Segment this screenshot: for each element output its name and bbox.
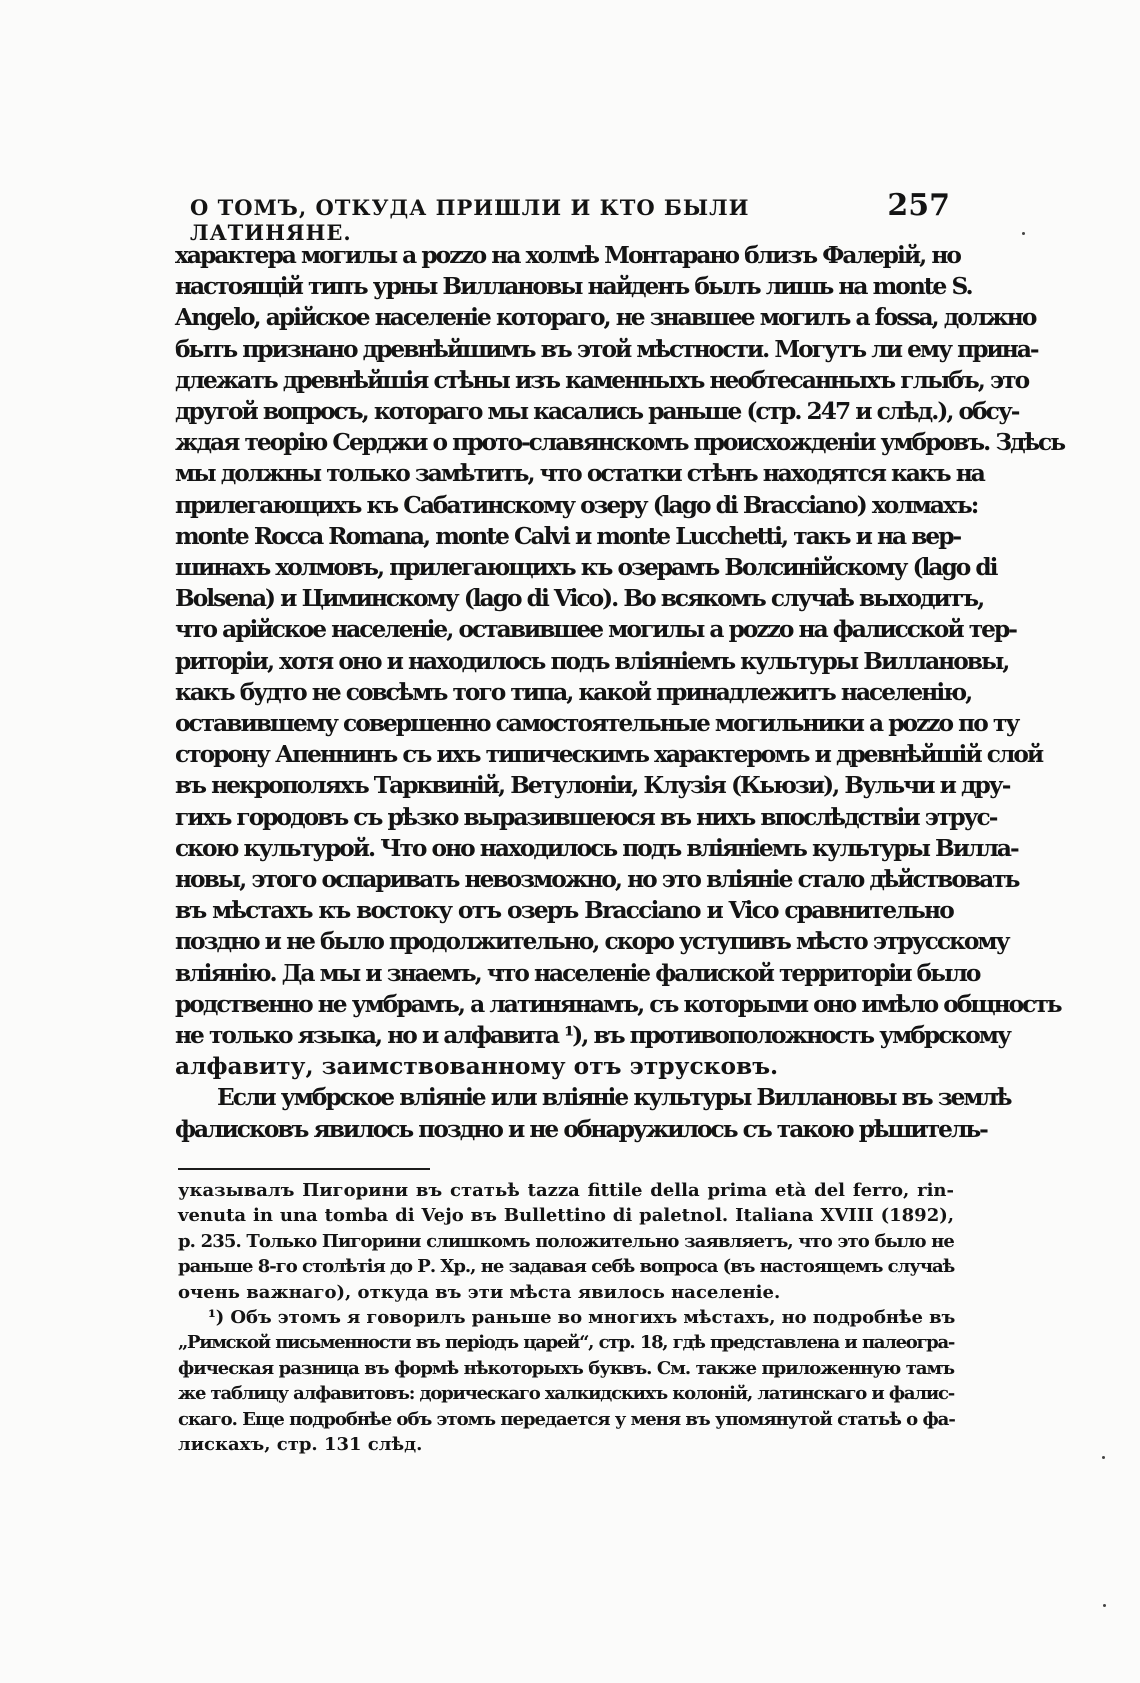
- text-line: ждая теорію Серджи о прото-славянскомъ происхожденіи умбровъ. Здѣсь: [175, 429, 1065, 457]
- text-line: въ мѣстахъ къ востоку отъ озеръ Bracciano и Vico сравнительно: [175, 897, 953, 925]
- text-line: monte Rocca Romana, monte Calvi и monte Lucchetti, такъ и на вер-: [175, 522, 961, 550]
- text-line: родственно не умбрамъ, а латинянамъ, съ которыми оно имѣло общность: [175, 990, 1061, 1018]
- footnote-line: лискахъ, стр. 131 слѣд.: [178, 1434, 423, 1456]
- text-line: Если умбрское вліяніе или вліяніе культуры Виллановы въ землѣ: [217, 1084, 1011, 1112]
- footnote-line: ¹) Объ этомъ я говорилъ раньше во многихъ мѣстахъ, но подробнѣе въ: [208, 1307, 956, 1329]
- text-line: скою культурой. Что оно находилось подъ вліяніемъ культуры Вилла-: [175, 834, 1018, 862]
- text-line: алфавиту, заимствованному отъ этрусковъ.: [175, 1053, 779, 1081]
- footnote-line: очень важнаго), откуда въ эти мѣста явилось населеніе.: [178, 1281, 781, 1303]
- text-line: Bolsena) и Циминскому (lago di Vico). Во всякомъ случаѣ выходитъ,: [175, 585, 984, 613]
- running-title: О ТОМЪ, ОТКУДА ПРИШЛИ И КТО БЫЛИ ЛАТИНЯНЕ.: [190, 195, 750, 245]
- footnote-line: скаго. Еще подробнѣе объ этомъ передается у меня въ упомянутой статьѣ о фа-: [178, 1408, 955, 1430]
- text-line: сторону Апеннинъ съ ихъ типическимъ характеромъ и древнѣйшій слой: [175, 741, 1043, 769]
- text-line: не только языка, но и алфавита ¹), въ противоположность умбрскому: [175, 1022, 1010, 1050]
- text-line: мы должны только замѣтить, что остатки стѣнъ находятся какъ на: [175, 460, 984, 488]
- text-line: прилегающихъ къ Сабатинскому озеру (lago di Bracciano) холмахъ:: [175, 491, 978, 519]
- text-line: вліянію. Да мы и знаемъ, что населеніе фалиской территоріи было: [175, 959, 980, 987]
- scan-speck: [1022, 232, 1025, 235]
- text-line: фалисковъ явилось поздно и не обнаружилось съ такою рѣшитель-: [175, 1115, 987, 1143]
- text-line: быть признано древнѣйшимъ въ этой мѣстности. Могутъ ли ему прина-: [175, 335, 1038, 363]
- footnote-line: указывалъ Пигорини въ статьѣ tazza fittile della prima età del ferro, rin-: [178, 1180, 954, 1201]
- text-line: Angelo, арійское населеніе котораго, не знавшее могилъ a fossa, должно: [175, 304, 1036, 332]
- scan-speck: [1103, 1604, 1106, 1607]
- page-header: [190, 188, 950, 245]
- footnote-line: фическая разница въ формѣ нѣкоторыхъ буквъ. См. также приложенную тамъ: [178, 1357, 954, 1379]
- scan-speck: [1102, 1456, 1105, 1459]
- footnote-line: venuta in una tomba di Vejo въ Bullettino di paletnol. Italiana XVIII (1892),: [178, 1205, 954, 1227]
- footnote-line: p. 235. Только Пигорини слишкомъ положительно заявляетъ, что это было не: [178, 1230, 954, 1252]
- page-number: 257: [887, 188, 950, 223]
- footnote-line: „Римской письменности въ періодъ царей“, стр. 18, гдѣ представлена и палеогра-: [178, 1332, 954, 1354]
- text-line: настоящій типъ урны Виллановы найденъ былъ лишь на monte S.: [175, 273, 972, 301]
- text-line: что арійское населеніе, оставившее могилы a pozzo на фалисской тер-: [175, 616, 1016, 644]
- text-line: въ некрополяхъ Тарквиній, Ветулоніи, Клузія (Кьюзи), Вульчи и дру-: [175, 772, 1010, 800]
- text-line: длежать древнѣйшія стѣны изъ каменныхъ необтесанныхъ глыбъ, это: [175, 366, 1029, 394]
- footnote-line: же таблицу алфавитовъ: дорическаго халкидскихъ колоній, латинскаго и фалис-: [178, 1383, 954, 1405]
- text-line: оставившему совершенно самостоятельные могильники a pozzo по ту: [175, 710, 1019, 738]
- text-line: новы, этого оспаривать невозможно, но это вліяніе стало дѣйствовать: [175, 866, 1019, 894]
- footnotes: [178, 1178, 954, 1457]
- footnote-line: раньше 8-го столѣтія до Р. Хр., не задавая себѣ вопроса (въ настоящемъ случаѣ: [178, 1256, 955, 1278]
- text-line: поздно и не было продолжительно, скоро уступивъ мѣсто этрусскому: [175, 928, 1009, 956]
- text-line: характера могилы a pozzo на холмѣ Монтарано близъ Фалерій, но: [175, 242, 960, 269]
- text-line: гихъ городовъ съ рѣзко выразившеюся въ нихъ впослѣдствіи этрус-: [175, 803, 997, 831]
- text-line: какъ будто не совсѣмъ того типа, какой принадлежитъ населенію,: [175, 678, 972, 706]
- text-line: риторіи, хотя оно и находилось подъ вліяніемъ культуры Виллановы,: [175, 647, 1009, 675]
- footnote-divider: [178, 1168, 430, 1170]
- text-line: шинахъ холмовъ, прилегающихъ къ озерамъ Волсинійскому (lago di: [175, 554, 997, 582]
- text-line: другой вопросъ, котораго мы касались раньше (стр. 247 и слѣд.), обсу-: [175, 398, 1019, 426]
- main-text: [175, 240, 1065, 1145]
